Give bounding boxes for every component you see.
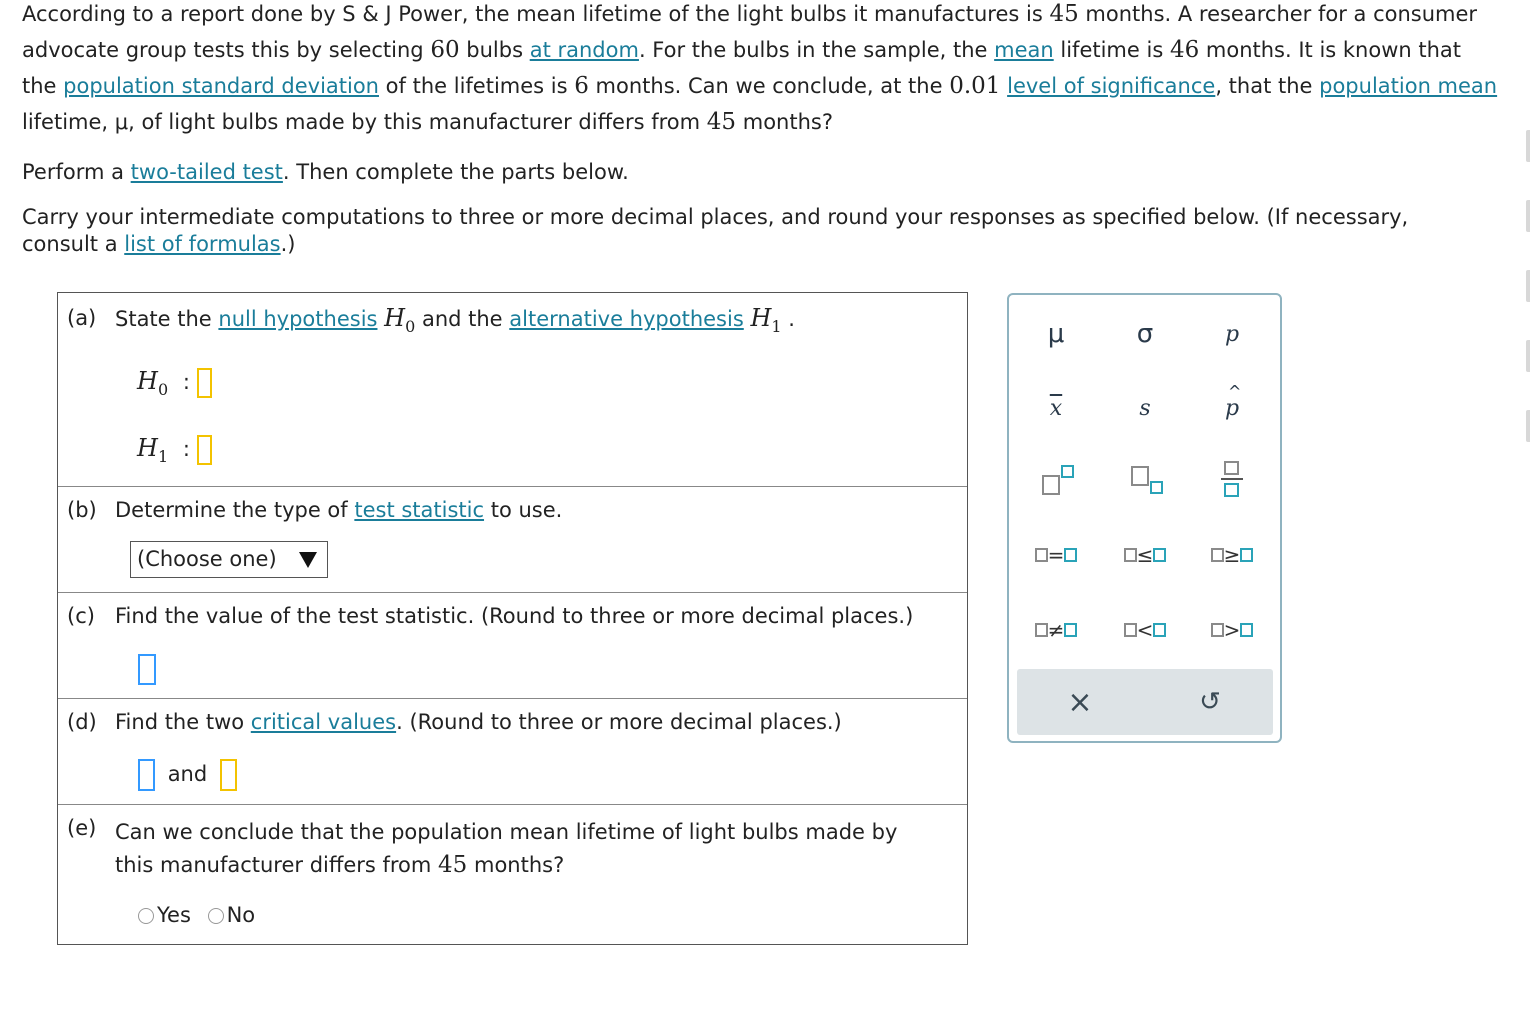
edge-tab <box>1526 340 1530 372</box>
test-statistic-input[interactable] <box>138 654 156 685</box>
prompt-text: Find the two <box>115 710 251 734</box>
greater-equal-icon <box>1211 543 1254 567</box>
undo-icon: ↺ <box>1199 687 1221 717</box>
part-d <box>58 699 967 805</box>
h1-subscript: 1 <box>771 317 782 336</box>
edge-tab <box>1526 200 1530 232</box>
not-equal-icon <box>1035 618 1078 642</box>
problem-text: lifetime, μ, of light bulbs made by this manufacturer differs from <box>22 110 707 134</box>
link-level-of-significance[interactable]: level of significance <box>1007 74 1216 98</box>
problem-text: months? <box>736 110 833 134</box>
prompt-text: Can we conclude that the population mean lifetime of light bulbs made by <box>115 820 898 844</box>
symbol-palette <box>1007 293 1282 743</box>
h1-row-symbol: H <box>137 434 158 462</box>
less-equal-icon <box>1124 543 1167 567</box>
link-list-of-formulas[interactable]: list of formulas <box>124 232 281 256</box>
radio-no[interactable] <box>208 908 224 924</box>
superscript-button[interactable] <box>1021 455 1091 505</box>
link-critical-values[interactable]: critical values <box>250 710 397 734</box>
problem-text: . For the bulbs in the sample, the <box>638 38 995 62</box>
prompt-text: State the <box>115 307 219 331</box>
equals-icon <box>1035 543 1078 567</box>
sigma-icon: σ <box>1136 319 1154 349</box>
problem-text: , that the <box>1215 74 1320 98</box>
question-box <box>57 292 968 945</box>
colon: : <box>182 437 190 461</box>
prompt-text: this manufacturer differs from <box>115 853 439 877</box>
fraction-icon <box>1220 460 1244 500</box>
superscript-icon <box>1036 463 1076 497</box>
equals-sign: = <box>1047 543 1065 567</box>
sigma-button[interactable] <box>1110 309 1180 359</box>
link-population-standard-deviation[interactable]: population standard deviation <box>63 74 379 98</box>
not-equal-button[interactable] <box>1021 605 1091 655</box>
critical-value-2-input[interactable] <box>220 759 237 791</box>
edge-tab <box>1526 410 1530 442</box>
link-at-random[interactable]: at random <box>529 38 639 62</box>
claimed-mean-value: 45 <box>438 852 468 878</box>
greater-equal-button[interactable] <box>1197 530 1267 580</box>
edge-tab <box>1526 270 1530 302</box>
alpha-value: 0.01 <box>949 73 1001 99</box>
edge-tab <box>1526 130 1530 162</box>
prompt-text: to use. <box>484 498 563 522</box>
close-icon: × <box>1067 684 1093 720</box>
part-a-prompt <box>115 304 795 336</box>
link-alternative-hypothesis[interactable]: alternative hypothesis <box>509 307 744 331</box>
part-a <box>58 293 967 487</box>
problem-text: months. A researcher for a consumer advocate group tests this by selecting <box>22 2 1478 62</box>
part-e-prompt <box>115 816 897 882</box>
xbar-icon: $\overline{x}$ <box>1049 395 1063 421</box>
phat-button[interactable] <box>1197 383 1267 433</box>
clear-button[interactable] <box>1045 677 1115 727</box>
p-button[interactable] <box>1197 309 1267 359</box>
dropdown-arrow-icon <box>299 552 317 568</box>
equals-button[interactable] <box>1021 530 1091 580</box>
phat-icon: ^ p <box>1224 381 1242 421</box>
s-button[interactable] <box>1110 383 1180 433</box>
subscript-button[interactable] <box>1110 455 1180 505</box>
link-population-mean[interactable]: population mean <box>1319 74 1498 98</box>
less-than-icon <box>1124 618 1167 642</box>
part-a-label: (a) <box>67 306 97 330</box>
h1-row <box>137 434 212 466</box>
h0-row-symbol: H <box>137 367 158 395</box>
dropdown-value: (Choose one) <box>137 547 277 571</box>
link-test-statistic[interactable]: test statistic <box>354 498 485 522</box>
part-e <box>58 805 967 944</box>
greater-than-sign: > <box>1223 618 1241 642</box>
conclusion-options <box>138 903 255 927</box>
prompt-text: . (Round to three or more decimal places.) <box>396 710 842 734</box>
part-b-prompt <box>115 498 562 522</box>
link-null-hypothesis[interactable]: null hypothesis <box>218 307 378 331</box>
h1-input[interactable] <box>197 435 212 465</box>
part-d-prompt <box>115 710 842 734</box>
instruction-text: Perform a <box>22 160 131 184</box>
part-c <box>58 593 967 699</box>
part-c-prompt: Find the value of the test statistic. (Round to three or more decimal places.) <box>115 604 914 628</box>
instruction-rounding <box>22 204 1422 258</box>
part-e-label: (e) <box>67 816 97 840</box>
s-icon: s <box>1139 395 1151 421</box>
not-equal-sign: ≠ <box>1047 618 1065 642</box>
colon: : <box>182 370 190 394</box>
radio-no-label[interactable]: No <box>226 903 256 927</box>
problem-text: months. It is known that the <box>22 38 1462 98</box>
and-text: and <box>167 762 208 786</box>
greater-than-icon <box>1211 618 1254 642</box>
palette-action-bar <box>1017 669 1273 735</box>
problem-text: According to a report done by S & J Power, the mean lifetime of the light bulbs it manufactures is <box>22 2 1050 26</box>
instruction-text: . Then complete the parts below. <box>282 160 629 184</box>
greater-equal-sign: ≥ <box>1223 543 1241 567</box>
h0-subscript: 0 <box>405 317 416 336</box>
prompt-text: months? <box>467 853 565 877</box>
less-equal-button[interactable] <box>1110 530 1180 580</box>
problem-text: bulbs <box>459 38 530 62</box>
link-mean[interactable]: mean <box>994 38 1054 62</box>
radio-yes[interactable] <box>138 908 154 924</box>
population-sd-value: 6 <box>574 73 589 99</box>
less-than-sign: < <box>1136 618 1154 642</box>
sample-size-value: 60 <box>430 37 460 63</box>
instruction-text: Carry your intermediate computations to three or more decimal places, and round your responses as specified below. (If necessary, consult a <box>22 205 1409 256</box>
prompt-text: Determine the type of <box>115 498 355 522</box>
greater-than-button[interactable] <box>1197 605 1267 655</box>
fraction-button[interactable] <box>1197 455 1267 505</box>
part-b-label: (b) <box>67 498 97 522</box>
h0-row <box>137 367 212 399</box>
mu-icon: μ <box>1047 319 1065 349</box>
xbar-button[interactable] <box>1021 383 1091 433</box>
h0-row-subscript: 0 <box>157 380 169 399</box>
less-equal-sign: ≤ <box>1136 543 1154 567</box>
h1-row-subscript: 1 <box>157 447 169 466</box>
subscript-icon <box>1125 463 1165 497</box>
critical-values-row <box>138 759 237 791</box>
h1-symbol: H <box>750 304 772 332</box>
p-icon: p <box>1224 321 1240 347</box>
instruction-text: .) <box>280 232 296 256</box>
problem-text: months. Can we conclude, at the <box>588 74 950 98</box>
link-two-tailed-test[interactable]: two-tailed test <box>130 160 283 184</box>
radio-yes-label[interactable]: Yes <box>157 903 191 927</box>
problem-statement <box>22 0 1502 140</box>
prompt-text: and the <box>415 307 510 331</box>
critical-value-1-input[interactable] <box>138 759 155 791</box>
phat-letter: p <box>1224 395 1240 421</box>
prompt-text: . <box>788 307 795 331</box>
part-c-label: (c) <box>67 604 95 628</box>
mu-button[interactable] <box>1021 309 1091 359</box>
h0-input[interactable] <box>197 368 212 398</box>
claimed-mean-value: 45 <box>1049 1 1079 27</box>
part-b <box>58 487 967 593</box>
less-than-button[interactable] <box>1110 605 1180 655</box>
instruction-test-type <box>22 156 629 188</box>
part-d-label: (d) <box>67 710 97 734</box>
h0-symbol: H <box>384 304 406 332</box>
claimed-mean-value: 45 <box>706 109 737 135</box>
test-statistic-dropdown[interactable] <box>130 541 328 578</box>
problem-text: lifetime is <box>1053 38 1170 62</box>
undo-button[interactable] <box>1175 677 1245 727</box>
problem-text: of the lifetimes is <box>379 74 575 98</box>
sample-mean-value: 46 <box>1169 37 1200 63</box>
